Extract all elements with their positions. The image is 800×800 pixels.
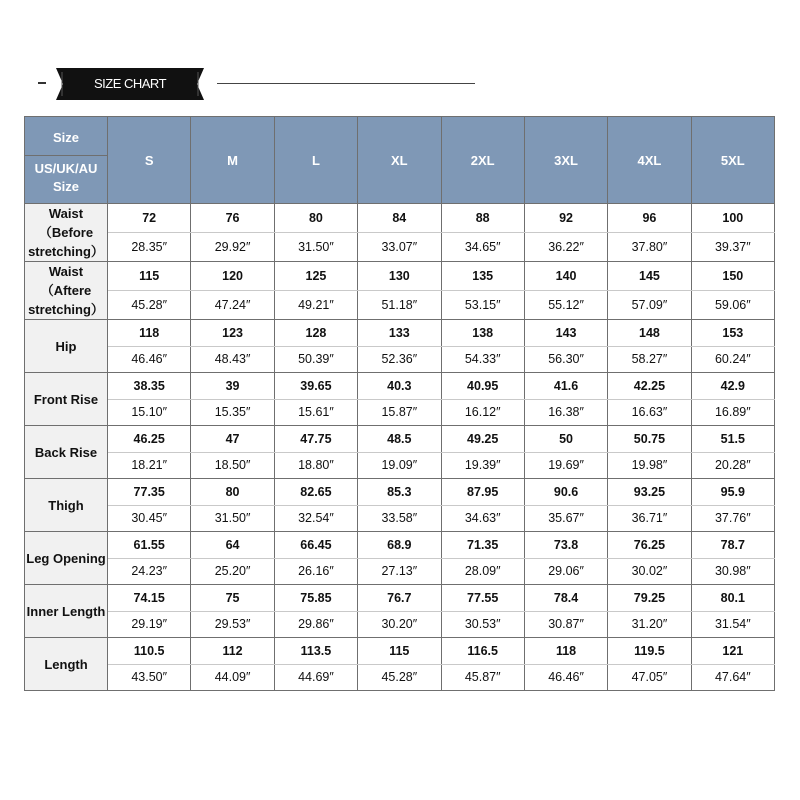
size-chart-banner (56, 68, 204, 100)
cm-value-cell: 150 (691, 262, 774, 291)
cm-value-cell: 39.65 (274, 373, 357, 400)
inch-value-cell: 57.09″ (608, 291, 691, 320)
cm-value-cell: 148 (608, 320, 691, 347)
inch-value-cell: 43.50″ (108, 664, 191, 691)
cm-value-cell: 96 (608, 204, 691, 233)
cm-value-cell: 145 (608, 262, 691, 291)
cm-value-cell: 47 (191, 426, 274, 453)
inch-value-cell: 47.05″ (608, 664, 691, 691)
inch-value-cell: 16.12″ (441, 399, 524, 426)
inch-value-cell: 37.76″ (691, 505, 774, 532)
inch-value-cell: 46.46″ (108, 346, 191, 373)
cm-value-cell: 135 (441, 262, 524, 291)
inch-value-cell: 28.35″ (108, 233, 191, 262)
inch-value-cell: 33.07″ (358, 233, 441, 262)
inch-value-cell: 31.50″ (274, 233, 357, 262)
cm-value-cell: 78.4 (524, 585, 607, 612)
cm-value-cell: 80 (191, 479, 274, 506)
measurement-label: Hip (25, 320, 108, 373)
inch-value-cell: 29.06″ (524, 558, 607, 585)
cm-value-cell: 51.5 (691, 426, 774, 453)
cm-value-cell: 88 (441, 204, 524, 233)
inch-value-cell: 32.54″ (274, 505, 357, 532)
inch-value-cell: 29.86″ (274, 611, 357, 638)
measurement-label: Waist （Aftere stretching） (25, 262, 108, 320)
cm-value-cell: 85.3 (358, 479, 441, 506)
inch-value-cell: 33.58″ (358, 505, 441, 532)
inch-value-cell: 31.54″ (691, 611, 774, 638)
cm-value-cell: 92 (524, 204, 607, 233)
inch-value-cell: 30.53″ (441, 611, 524, 638)
inch-value-cell: 19.98″ (608, 452, 691, 479)
measurement-label: Length (25, 638, 108, 691)
cm-value-cell: 100 (691, 204, 774, 233)
inch-value-cell: 60.24″ (691, 346, 774, 373)
inch-value-cell: 27.13″ (358, 558, 441, 585)
cm-value-cell: 76 (191, 204, 274, 233)
inch-value-cell: 50.39″ (274, 346, 357, 373)
cm-value-cell: 39 (191, 373, 274, 400)
cm-value-cell: 115 (358, 638, 441, 665)
cm-value-cell: 82.65 (274, 479, 357, 506)
measurement-row-length (25, 638, 775, 665)
inch-value-cell: 44.69″ (274, 664, 357, 691)
cm-value-cell: 72 (108, 204, 191, 233)
inch-value-cell: 25.20″ (191, 558, 274, 585)
cm-value-cell: 130 (358, 262, 441, 291)
size-chart-table (24, 116, 775, 691)
size-col-header: XL (358, 117, 441, 204)
inch-value-cell: 35.67″ (524, 505, 607, 532)
cm-value-cell: 79.25 (608, 585, 691, 612)
inch-value-cell: 59.06″ (691, 291, 774, 320)
measurement-row-thigh-inch (25, 505, 775, 532)
cm-value-cell: 128 (274, 320, 357, 347)
inch-value-cell: 47.24″ (191, 291, 274, 320)
measurement-label: Thigh (25, 479, 108, 532)
measurement-label: Front Rise (25, 373, 108, 426)
cm-value-cell: 118 (108, 320, 191, 347)
cm-value-cell: 48.5 (358, 426, 441, 453)
cm-value-cell: 49.25 (441, 426, 524, 453)
cm-value-cell: 73.8 (524, 532, 607, 559)
inch-value-cell: 18.21″ (108, 452, 191, 479)
inch-value-cell: 30.87″ (524, 611, 607, 638)
inch-value-cell: 36.22″ (524, 233, 607, 262)
measurement-row-leg-opening (25, 532, 775, 559)
cm-value-cell: 140 (524, 262, 607, 291)
cm-value-cell: 80 (274, 204, 357, 233)
inch-value-cell: 47.64″ (691, 664, 774, 691)
inch-value-cell: 49.21″ (274, 291, 357, 320)
cm-value-cell: 50.75 (608, 426, 691, 453)
size-col-header: L (274, 117, 357, 204)
cm-value-cell: 76.25 (608, 532, 691, 559)
cm-value-cell: 38.35 (108, 373, 191, 400)
header-dash (38, 82, 46, 84)
cm-value-cell: 80.1 (691, 585, 774, 612)
inch-value-cell: 30.20″ (358, 611, 441, 638)
measurement-row-waist-aftere-stretching-inch (25, 291, 775, 320)
size-col-header: 4XL (608, 117, 691, 204)
inch-value-cell: 29.53″ (191, 611, 274, 638)
cm-value-cell: 115 (108, 262, 191, 291)
inch-value-cell: 30.98″ (691, 558, 774, 585)
cm-value-cell: 84 (358, 204, 441, 233)
inch-value-cell: 16.63″ (608, 399, 691, 426)
cm-value-cell: 78.7 (691, 532, 774, 559)
cm-value-cell: 77.35 (108, 479, 191, 506)
cm-value-cell: 95.9 (691, 479, 774, 506)
cm-value-cell: 110.5 (108, 638, 191, 665)
inch-value-cell: 52.36″ (358, 346, 441, 373)
inch-value-cell: 19.39″ (441, 452, 524, 479)
measurement-label: Leg Opening (25, 532, 108, 585)
cm-value-cell: 46.25 (108, 426, 191, 453)
inch-value-cell: 16.38″ (524, 399, 607, 426)
inch-value-cell: 18.50″ (191, 452, 274, 479)
inch-value-cell: 44.09″ (191, 664, 274, 691)
inch-value-cell: 18.80″ (274, 452, 357, 479)
size-header-row (25, 117, 775, 204)
header-rule (217, 83, 475, 84)
inch-value-cell: 36.71″ (608, 505, 691, 532)
cm-value-cell: 121 (691, 638, 774, 665)
measurement-row-inner-length (25, 585, 775, 612)
cm-value-cell: 77.55 (441, 585, 524, 612)
size-label-top: Size (24, 125, 108, 156)
cm-value-cell: 113.5 (274, 638, 357, 665)
measurement-row-back-rise (25, 426, 775, 453)
cm-value-cell: 42.25 (608, 373, 691, 400)
measurement-row-hip (25, 320, 775, 347)
inch-value-cell: 31.50″ (191, 505, 274, 532)
inch-value-cell: 29.92″ (191, 233, 274, 262)
inch-value-cell: 53.15″ (441, 291, 524, 320)
inch-value-cell: 45.28″ (108, 291, 191, 320)
inch-value-cell: 16.89″ (691, 399, 774, 426)
cm-value-cell: 87.95 (441, 479, 524, 506)
cm-value-cell: 153 (691, 320, 774, 347)
measurement-row-front-rise-inch (25, 399, 775, 426)
inch-value-cell: 19.69″ (524, 452, 607, 479)
banner-title: SIZE CHART (93, 76, 167, 91)
inch-value-cell: 29.19″ (108, 611, 191, 638)
cm-value-cell: 61.55 (108, 532, 191, 559)
cm-value-cell: 40.95 (441, 373, 524, 400)
measurement-row-inner-length-inch (25, 611, 775, 638)
cm-value-cell: 119.5 (608, 638, 691, 665)
size-col-header: 2XL (441, 117, 524, 204)
inch-value-cell: 58.27″ (608, 346, 691, 373)
measurement-row-leg-opening-inch (25, 558, 775, 585)
cm-value-cell: 40.3 (358, 373, 441, 400)
inch-value-cell: 24.23″ (108, 558, 191, 585)
measurement-row-length-inch (25, 664, 775, 691)
inch-value-cell: 56.30″ (524, 346, 607, 373)
measurement-row-hip-inch (25, 346, 775, 373)
inch-value-cell: 46.46″ (524, 664, 607, 691)
cm-value-cell: 76.7 (358, 585, 441, 612)
size-col-header: M (191, 117, 274, 204)
measurement-label: Waist （Before stretching） (25, 204, 108, 262)
inch-value-cell: 54.33″ (441, 346, 524, 373)
inch-value-cell: 48.43″ (191, 346, 274, 373)
measurement-row-front-rise (25, 373, 775, 400)
cm-value-cell: 93.25 (608, 479, 691, 506)
cm-value-cell: 138 (441, 320, 524, 347)
inch-value-cell: 37.80″ (608, 233, 691, 262)
cm-value-cell: 71.35 (441, 532, 524, 559)
measurement-row-waist-before-stretching (25, 204, 775, 233)
inch-value-cell: 15.35″ (191, 399, 274, 426)
cm-value-cell: 68.9 (358, 532, 441, 559)
cm-value-cell: 64 (191, 532, 274, 559)
inch-value-cell: 15.10″ (108, 399, 191, 426)
cm-value-cell: 125 (274, 262, 357, 291)
inch-value-cell: 30.02″ (608, 558, 691, 585)
cm-value-cell: 112 (191, 638, 274, 665)
inch-value-cell: 15.87″ (358, 399, 441, 426)
inch-value-cell: 34.65″ (441, 233, 524, 262)
measurement-row-waist-aftere-stretching (25, 262, 775, 291)
cm-value-cell: 66.45 (274, 532, 357, 559)
cm-value-cell: 47.75 (274, 426, 357, 453)
measurement-label: Inner Length (25, 585, 108, 638)
cm-value-cell: 133 (358, 320, 441, 347)
inch-value-cell: 26.16″ (274, 558, 357, 585)
inch-value-cell: 55.12″ (524, 291, 607, 320)
measurement-label: Back Rise (25, 426, 108, 479)
inch-value-cell: 51.18″ (358, 291, 441, 320)
inch-value-cell: 28.09″ (441, 558, 524, 585)
size-col-header: 3XL (524, 117, 607, 204)
inch-value-cell: 34.63″ (441, 505, 524, 532)
measurement-row-back-rise-inch (25, 452, 775, 479)
measurement-rows (25, 204, 775, 691)
measurement-row-thigh (25, 479, 775, 506)
cm-value-cell: 116.5 (441, 638, 524, 665)
cm-value-cell: 123 (191, 320, 274, 347)
cm-value-cell: 143 (524, 320, 607, 347)
inch-value-cell: 39.37″ (691, 233, 774, 262)
cm-value-cell: 90.6 (524, 479, 607, 506)
size-label-header (25, 117, 108, 204)
inch-value-cell: 15.61″ (274, 399, 357, 426)
measurement-row-waist-before-stretching-inch (25, 233, 775, 262)
size-label-bottom: US/UK/AU Size (34, 160, 98, 194)
inch-value-cell: 20.28″ (691, 452, 774, 479)
inch-value-cell: 45.87″ (441, 664, 524, 691)
size-col-header: S (108, 117, 191, 204)
inch-value-cell: 31.20″ (608, 611, 691, 638)
size-col-header: 5XL (691, 117, 774, 204)
cm-value-cell: 118 (524, 638, 607, 665)
cm-value-cell: 75.85 (274, 585, 357, 612)
cm-value-cell: 120 (191, 262, 274, 291)
cm-value-cell: 41.6 (524, 373, 607, 400)
inch-value-cell: 19.09″ (358, 452, 441, 479)
inch-value-cell: 30.45″ (108, 505, 191, 532)
cm-value-cell: 75 (191, 585, 274, 612)
cm-value-cell: 50 (524, 426, 607, 453)
inch-value-cell: 45.28″ (358, 664, 441, 691)
cm-value-cell: 74.15 (108, 585, 191, 612)
cm-value-cell: 42.9 (691, 373, 774, 400)
